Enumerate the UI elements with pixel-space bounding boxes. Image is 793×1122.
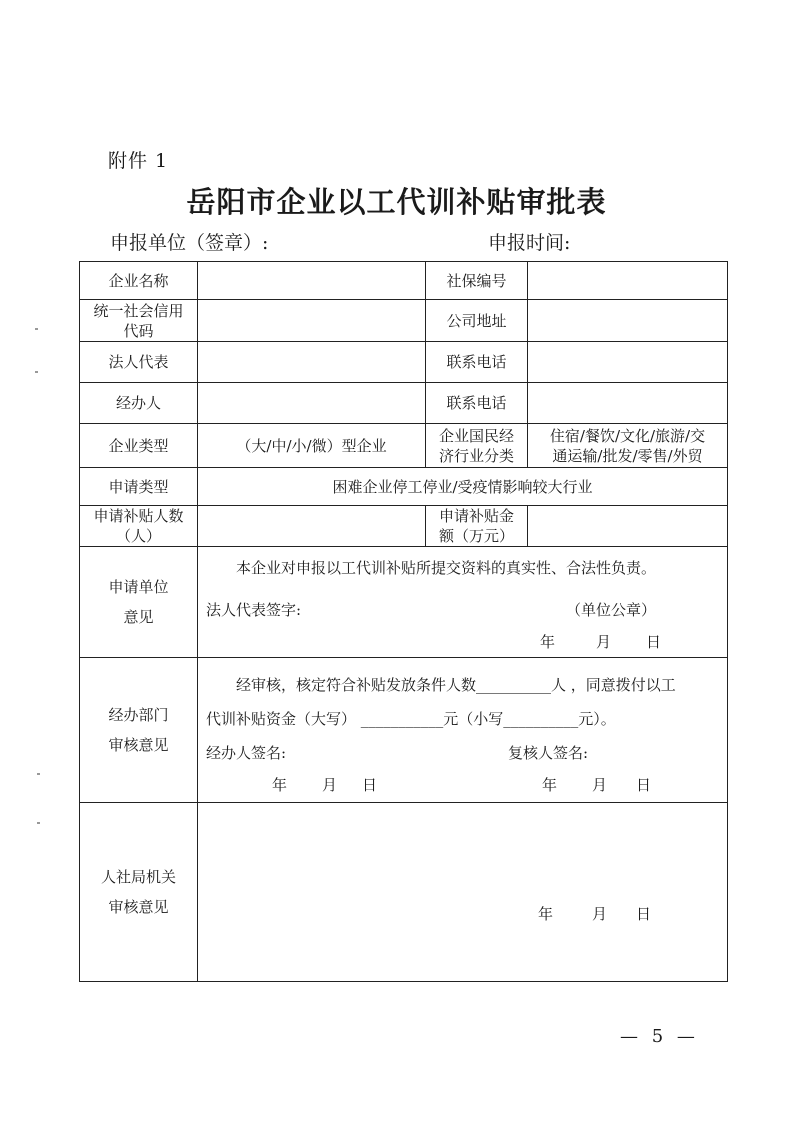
row-application-type bbox=[80, 468, 728, 506]
applicant-unit-label: 申报单位（签章）: bbox=[110, 232, 269, 254]
scan-speck bbox=[35, 371, 38, 373]
hr-review-label bbox=[80, 803, 198, 982]
industry-label-line1: 企业国民经 bbox=[438, 426, 514, 445]
subsidy-amount-label bbox=[426, 506, 528, 547]
industry-value-line1: 住宿/餐饮/文化/旅游/交 bbox=[549, 426, 706, 445]
row-company-type bbox=[80, 424, 728, 468]
applicant-opinion-content bbox=[198, 547, 728, 658]
handler-signature-label: 经办人签名: bbox=[206, 744, 287, 762]
approval-form-table bbox=[79, 261, 728, 982]
scan-speck bbox=[35, 328, 38, 330]
credit-code-label bbox=[80, 300, 198, 342]
hr-review-label-line2: 审核意见 bbox=[108, 898, 169, 916]
applicant-opinion-label-line1: 申请单位 bbox=[108, 578, 169, 596]
applicant-date-month: 月 bbox=[596, 633, 612, 651]
hr-date-month: 月 bbox=[592, 905, 608, 923]
application-type-label: 申请类型 bbox=[80, 468, 198, 506]
phone-1-label: 联系电话 bbox=[426, 342, 528, 383]
social-security-no-field[interactable] bbox=[528, 262, 728, 300]
credit-code-label-line2: 代码 bbox=[123, 321, 154, 340]
industry-label bbox=[426, 424, 528, 468]
legal-rep-signature-label: 法人代表签字: bbox=[206, 601, 302, 619]
social-security-no-label: 社保编号 bbox=[426, 262, 528, 300]
subsidy-count-label bbox=[80, 506, 198, 547]
industry-label-line2: 济行业分类 bbox=[438, 446, 514, 465]
industry-value-line2: 通运输/批发/零售/外贸 bbox=[552, 446, 703, 465]
hr-date-year: 年 bbox=[538, 905, 554, 923]
handler-label: 经办人 bbox=[80, 383, 198, 424]
phone-2-label: 联系电话 bbox=[426, 383, 528, 424]
row-hr-review bbox=[80, 803, 728, 982]
row-subsidy bbox=[80, 506, 728, 547]
applicant-date-day: 日 bbox=[646, 633, 662, 651]
company-type-value: （大/中/小/微）型企业 bbox=[198, 424, 426, 468]
scan-speck bbox=[37, 822, 40, 824]
subsidy-count-label-line1: 申请补贴人数 bbox=[93, 507, 184, 525]
scan-speck bbox=[37, 773, 40, 775]
applicant-date-year: 年 bbox=[540, 633, 556, 651]
dept-review-label-line1: 经办部门 bbox=[108, 706, 169, 724]
company-name-field[interactable] bbox=[198, 262, 426, 300]
reviewer-date-month: 月 bbox=[592, 776, 608, 794]
company-address-field[interactable] bbox=[528, 300, 728, 342]
phone-1-field[interactable] bbox=[528, 342, 728, 383]
dept-review-label bbox=[80, 658, 198, 803]
applicant-statement: 本企业对申报以工代训补贴所提交资料的真实性、合法性负责。 bbox=[236, 559, 657, 577]
subsidy-amount-field[interactable] bbox=[528, 506, 728, 547]
dept-review-line1: 经审核，核定符合补贴发放条件人数__________人 ，同意拨付以工 bbox=[236, 676, 676, 694]
row-applicant-opinion bbox=[80, 547, 728, 658]
industry-value bbox=[528, 424, 728, 468]
reviewer-date-day: 日 bbox=[636, 776, 652, 794]
unit-seal-label: （单位公章） bbox=[566, 601, 657, 619]
legal-rep-field[interactable] bbox=[198, 342, 426, 383]
hr-review-content bbox=[198, 803, 728, 982]
subsidy-amount-label-line2: 额（万元） bbox=[438, 527, 514, 545]
reviewer-signature-label: 复核人签名: bbox=[508, 744, 589, 762]
dept-review-line2: 代训补贴资金（大写） ___________元（小写__________元）。 bbox=[206, 710, 616, 728]
credit-code-field[interactable] bbox=[198, 300, 426, 342]
hr-review-label-line1: 人社局机关 bbox=[100, 868, 176, 886]
page-number: — 5 — bbox=[620, 1026, 699, 1047]
applicant-opinion-label bbox=[80, 547, 198, 658]
application-type-value: 困难企业停工停业/受疫情影响较大行业 bbox=[198, 468, 728, 506]
handler-date-year: 年 bbox=[272, 776, 288, 794]
application-time-label: 申报时间: bbox=[488, 232, 571, 254]
legal-rep-label: 法人代表 bbox=[80, 342, 198, 383]
hr-date-day: 日 bbox=[636, 905, 652, 923]
subsidy-amount-label-line1: 申请补贴金 bbox=[438, 507, 514, 525]
handler-date-day: 日 bbox=[362, 776, 378, 794]
company-name-label: 企业名称 bbox=[80, 262, 198, 300]
dept-review-label-line2: 审核意见 bbox=[108, 736, 169, 754]
dept-review-content bbox=[198, 658, 728, 803]
subsidy-count-field[interactable] bbox=[198, 506, 426, 547]
row-credit-code bbox=[80, 300, 728, 342]
phone-2-field[interactable] bbox=[528, 383, 728, 424]
reviewer-date-year: 年 bbox=[542, 776, 558, 794]
company-address-label: 公司地址 bbox=[426, 300, 528, 342]
attachment-label: 附件 1 bbox=[108, 150, 169, 172]
row-company-name bbox=[80, 262, 728, 300]
handler-date-month: 月 bbox=[322, 776, 338, 794]
subsidy-count-label-line2: （人） bbox=[115, 527, 161, 545]
handler-field[interactable] bbox=[198, 383, 426, 424]
applicant-opinion-label-line2: 意见 bbox=[123, 608, 154, 626]
row-legal-rep bbox=[80, 342, 728, 383]
row-dept-review bbox=[80, 658, 728, 803]
form-title: 岳阳市企业以工代训补贴审批表 bbox=[186, 185, 607, 219]
row-handler bbox=[80, 383, 728, 424]
credit-code-label-line1: 统一社会信用 bbox=[93, 301, 184, 320]
company-type-label: 企业类型 bbox=[80, 424, 198, 468]
